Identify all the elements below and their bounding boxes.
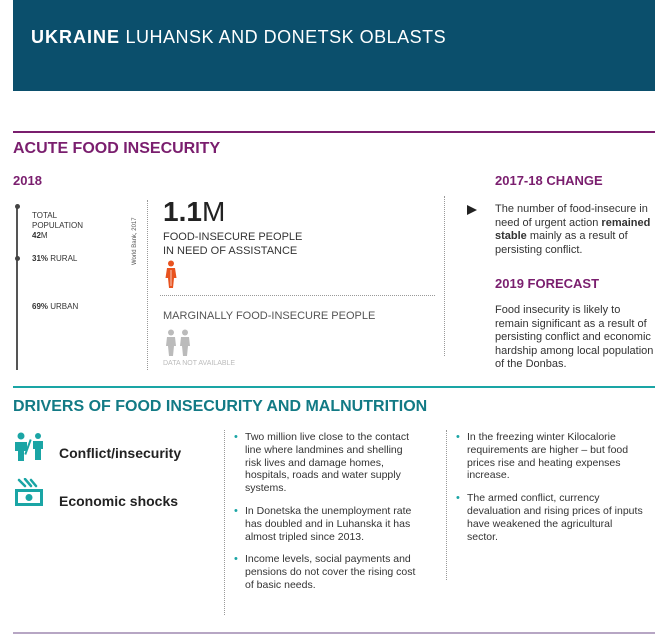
year-label: 2018 xyxy=(13,173,42,188)
list-item: • Two million live close to the contact line where landmines and shelling risk lives and damage homes, hospitals, roads and water supply systems. xyxy=(234,431,409,495)
dotted-separator xyxy=(224,430,225,615)
region-name: LUHANSK AND DONETSK OBLASTS xyxy=(125,27,447,47)
person-orange-icon xyxy=(164,260,178,290)
list-item: • In Donetska the unemployment rate has doubled and in Luhanska it has almost tripled since 2013. xyxy=(234,504,412,543)
country-name: UKRAINE xyxy=(31,27,121,47)
dotted-separator xyxy=(444,196,445,356)
drivers-section-title: DRIVERS OF FOOD INSECURITY AND MALNUTRITION xyxy=(13,398,428,415)
change-title: 2017-18 CHANGE xyxy=(495,173,603,188)
soldier-icon xyxy=(13,430,45,462)
people-gray-icon xyxy=(164,329,194,357)
acute-section-title: ACUTE FOOD INSECURITY xyxy=(13,140,221,157)
bottom-divider xyxy=(13,632,655,634)
header-banner xyxy=(13,0,655,91)
dotted-separator xyxy=(160,295,435,296)
bullets-column-1 xyxy=(232,431,417,602)
food-insecure-label: FOOD-INSECURE PEOPLE IN NEED OF ASSISTANCE xyxy=(163,231,303,257)
dotted-separator xyxy=(446,430,447,580)
dotted-separator xyxy=(147,200,148,370)
data-not-available-note: DATA NOT AVAILABLE xyxy=(163,360,236,367)
source-note: World Bank, 2017 xyxy=(132,217,138,265)
list-item: • Income levels, social payments and pensions do not cover the rising cost of basic needs. xyxy=(234,553,416,591)
driver-economic: Economic shocks xyxy=(59,493,179,509)
change-text: The number of food-insecure in need of urgent action remained stable mainly as a result of persisting conflict. xyxy=(495,203,651,256)
driver-conflict: Conflict/insecurity xyxy=(59,445,182,461)
list-item: • In the freezing winter Kilocalorie requirements are higher – but food prices rise and heating expenses increase. xyxy=(456,431,629,482)
list-item: • The armed conflict, currency devaluation and rising prices of inputs have weakened the agricultural sector. xyxy=(456,492,643,543)
food-insecure-figure: 1.1M xyxy=(163,196,226,227)
money-icon xyxy=(13,478,45,508)
urban-share: 69% URBAN xyxy=(32,302,79,311)
population-bar xyxy=(16,205,18,370)
forecast-text: Food insecurity is likely to remain significant as a result of persisting conflict and economic hardship among local population of the Donbas. xyxy=(495,304,654,370)
page-title xyxy=(31,27,446,48)
total-population: TOTAL POPULATION 42M xyxy=(32,211,83,240)
population-bar-split-dot xyxy=(15,256,20,261)
bullets-column-2 xyxy=(454,431,644,553)
section-divider xyxy=(13,386,655,388)
section-divider xyxy=(13,131,655,133)
play-arrow-icon xyxy=(466,204,478,216)
rural-share: 31% RURAL xyxy=(32,254,78,263)
marginal-label: MARGINALLY FOOD-INSECURE PEOPLE xyxy=(163,310,376,322)
population-bar-top-dot xyxy=(15,204,20,209)
forecast-title: 2019 FORECAST xyxy=(495,276,600,291)
